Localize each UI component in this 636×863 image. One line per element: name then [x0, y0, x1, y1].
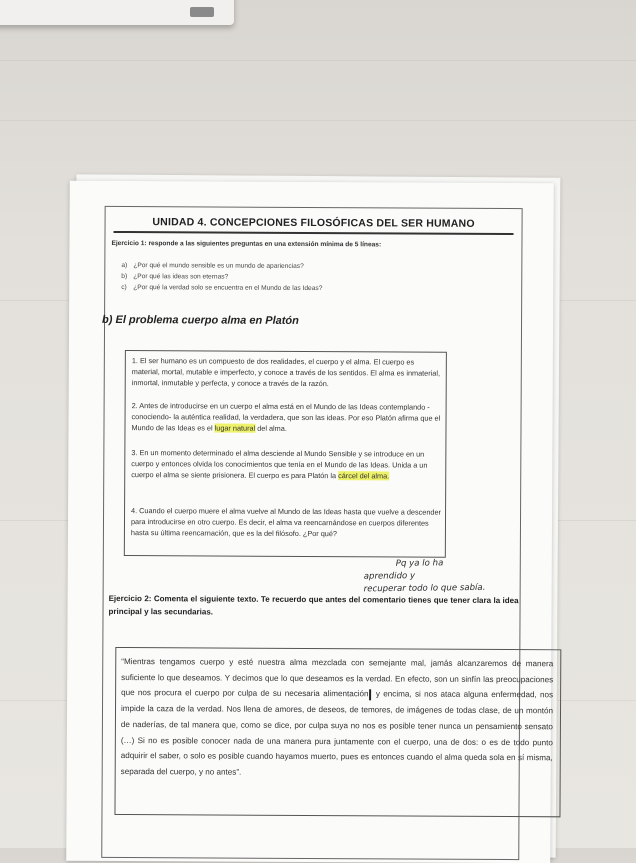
question-text: ¿Por qué las ideas son eternas?: [133, 273, 229, 281]
quote-part-3: ) Si no es posible conocer nada de una manera pura juntamente con el cuerpo, una de dos: o es de todo punto adquirir el saber, o solo es posible cuando hayamos muerto, pues es entonces cuando el alma queda sola en sí misma, separada del cuerpo, y no antes”.: [120, 735, 553, 777]
point-4: 4. Cuando el cuerpo muere el alma vuelve al Mundo de las Ideas hasta que vuelve a descender para introducirse en otro cuerpo. Es decir, el alma va reencarnándose en cuerpos diferentes hasta su última reencarnación, que es la del filósofo. ¿Por qué?: [130, 506, 441, 539]
question-text: ¿Por qué la verdad solo se encuentra en el Mundo de las Ideas?: [133, 284, 323, 293]
theory-box: [124, 350, 447, 558]
point-3: [131, 447, 441, 482]
section-b-title: b) El problema cuerpo alma en Platón: [102, 313, 299, 327]
exercise2-heading: [108, 592, 518, 620]
point-1: 1. El ser humano es un compuesto de dos realidades, el cuerpo y el alma. El cuerpo es material, mortal, mutable e imperfecto, y conoce a través de los sentidos. El alma es inmaterial, inmortal, inmutable y perfecta, y conoce a través de la razón.: [131, 356, 441, 389]
quote-part-1: “Mientras tengamos cuerpo y esté nuestra alma mezclada con semejante mal, jamás alcanzaremos de manera suficiente lo que deseamos. Y decimos que lo que deseamos es la verdad. En efecto, son un sinfín las preocupaciones que nos procura el cuerpo por culpa de su necesaria alimentación: [121, 657, 554, 699]
ink-mark-paren: …: [123, 735, 132, 745]
point-3-text: 3. En un momento determinado el alma desciende al Mundo Sensible y se introduce en un cuerpo y entonces olvida los conocimientos que tenía en el Mundo de las Ideas. Unida a un cuerpo el alma se siente prisionera. El cuerpo es para Platón la: [131, 448, 428, 481]
point-2-text: 2. Antes de introducirse en un cuerpo el alma está en el Mundo de las Ideas contemplando -conociendo- la auténtica realidad, la verdadera, que son las ideas. Por eso Platón afirma que el Mundo de las Ideas es el: [131, 401, 441, 433]
exercise1-instruction: responde a las siguientes preguntas en una extensión mínima de 5 líneas:: [148, 240, 382, 249]
highlight-carcel: cárcel del alma.: [338, 471, 390, 481]
question-letter: c): [121, 284, 127, 292]
question-letter: a): [121, 262, 128, 270]
point-2: [131, 400, 441, 435]
exercise1-questions: [121, 260, 322, 294]
exercise2-label: Ejercicio 2:: [108, 593, 152, 604]
handwritten-line-1: Pq ya lo ha: [395, 558, 444, 569]
question-text: ¿Por qué el mundo sensible es un mundo de apariencias?: [133, 262, 304, 270]
device-tag: [190, 7, 214, 17]
page-frame: [101, 206, 554, 860]
title-rule: [114, 231, 514, 235]
device-edge: [0, 0, 234, 25]
exercise1-label: Ejercicio 1:: [111, 239, 147, 248]
worksheet-page: [66, 181, 554, 863]
highlight-lugar-natural: lugar natural: [214, 423, 256, 433]
handwritten-line-2: aprendido y: [363, 571, 416, 582]
quote-part-2: y encima, si nos ataca alguna enfermedad, nos impide la caza de la verdad. Nos llena de amores, de deseos, de temores, de imágenes de todas clase, de un montón de naderías, de tal manera que, como se dice, por culpa suya no nos es posible tener nunca un pensamiento sensato (: [120, 689, 554, 745]
question-item: [121, 282, 322, 294]
quote-text: [121, 654, 554, 782]
question-letter: b): [121, 273, 128, 281]
exercise1-heading: [111, 240, 381, 248]
unit-title: UNIDAD 4. CONCEPCIONES FILOSÓFICAS DEL SER HUMANO: [152, 216, 475, 230]
exercise2-instruction: Comenta el siguiente texto. Te recuerdo que antes del comentario tienes que tener clara la idea principal y las secundarias.: [108, 594, 519, 617]
handwritten-line-3: recuperar todo lo que sabía.: [363, 582, 486, 595]
point-2-end: del alma.: [255, 423, 287, 433]
quote-box: [114, 647, 561, 817]
